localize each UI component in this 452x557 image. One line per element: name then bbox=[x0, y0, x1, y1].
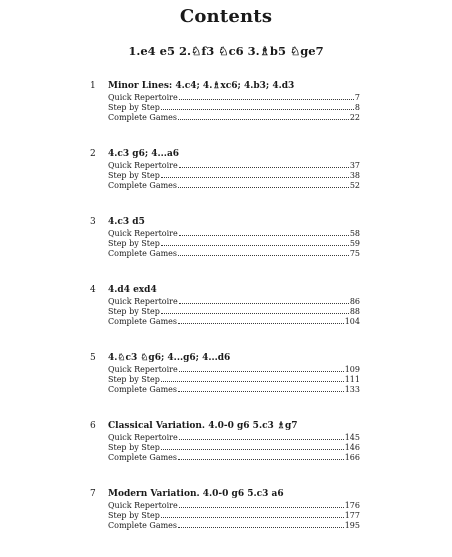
chapter-number: 5 bbox=[90, 353, 96, 363]
entry-page-number: 37 bbox=[349, 161, 360, 170]
chapter-heading: 4.♘c3 ♘g6; 4...g6; 4...d6 bbox=[108, 353, 231, 363]
toc-entry bbox=[108, 161, 360, 171]
entry-label: Step by Step bbox=[108, 443, 160, 452]
entry-label: Quick Repertoire bbox=[108, 229, 178, 238]
chapter-entries bbox=[108, 433, 360, 463]
dot-leader bbox=[178, 391, 344, 392]
dot-leader bbox=[179, 99, 354, 100]
chapter-number: 3 bbox=[90, 217, 96, 227]
dot-leader bbox=[179, 439, 344, 440]
chapter-entries bbox=[108, 229, 360, 259]
chapter-5 bbox=[0, 353, 452, 421]
dot-leader bbox=[178, 187, 349, 188]
entry-label: Quick Repertoire bbox=[108, 365, 178, 374]
chapter-heading: Minor Lines: 4.c4; 4.♗xc6; 4.b3; 4.d3 bbox=[108, 81, 295, 91]
dot-leader bbox=[179, 303, 349, 304]
entry-page-number: 111 bbox=[344, 375, 360, 384]
entry-label: Complete Games bbox=[108, 521, 178, 530]
entry-label: Quick Repertoire bbox=[108, 433, 178, 442]
chapter-heading: Classical Variation. 4.0-0 g6 5.c3 ♗g7 bbox=[108, 421, 298, 431]
chapter-2 bbox=[0, 149, 452, 217]
entry-page-number: 176 bbox=[344, 501, 360, 510]
entry-page-number: 166 bbox=[344, 453, 360, 462]
toc-entry bbox=[108, 433, 360, 443]
chapter-4 bbox=[0, 285, 452, 353]
dot-leader bbox=[161, 381, 344, 382]
entry-page-number: 104 bbox=[344, 317, 360, 326]
chapter-entries bbox=[108, 297, 360, 327]
entry-label: Complete Games bbox=[108, 317, 178, 326]
chapter-number: 2 bbox=[90, 149, 96, 159]
toc-entry bbox=[108, 229, 360, 239]
dot-leader bbox=[161, 517, 344, 518]
entry-page-number: 52 bbox=[349, 181, 360, 190]
entry-page-number: 75 bbox=[349, 249, 360, 258]
page-title: Contents bbox=[179, 6, 273, 27]
dot-leader bbox=[161, 313, 349, 314]
toc-entry bbox=[108, 171, 360, 181]
dot-leader bbox=[161, 449, 344, 450]
toc-entry bbox=[108, 453, 360, 463]
chapter-entries bbox=[108, 161, 360, 191]
entry-label: Quick Repertoire bbox=[108, 297, 178, 306]
entry-label: Complete Games bbox=[108, 181, 178, 190]
dot-leader bbox=[179, 371, 344, 372]
chapter-entries bbox=[108, 501, 360, 531]
toc-entry bbox=[108, 375, 360, 385]
toc-entry bbox=[108, 521, 360, 531]
entry-page-number: 195 bbox=[344, 521, 360, 530]
chapter-number: 1 bbox=[90, 81, 96, 91]
chapter-entries bbox=[108, 365, 360, 395]
entry-page-number: 133 bbox=[344, 385, 360, 394]
chapter-7 bbox=[0, 489, 452, 557]
toc-entry bbox=[108, 385, 360, 395]
chapter-number: 4 bbox=[90, 285, 96, 295]
chapter-entries bbox=[108, 93, 360, 123]
entry-page-number: 88 bbox=[349, 307, 360, 316]
entry-label: Step by Step bbox=[108, 239, 160, 248]
toc-entry bbox=[108, 239, 360, 249]
toc-entry bbox=[108, 501, 360, 511]
dot-leader bbox=[178, 459, 344, 460]
dot-leader bbox=[179, 235, 349, 236]
dot-leader bbox=[179, 167, 349, 168]
entry-page-number: 86 bbox=[349, 297, 360, 306]
opening-subtitle: 1.e4 e5 2.♘f3 ♘c6 3.♗b5 ♘ge7 bbox=[128, 44, 324, 58]
chapter-list bbox=[0, 81, 452, 557]
entry-label: Quick Repertoire bbox=[108, 501, 178, 510]
toc-entry bbox=[108, 249, 360, 259]
toc-entry bbox=[108, 103, 360, 113]
dot-leader bbox=[161, 245, 349, 246]
dot-leader bbox=[178, 323, 344, 324]
entry-label: Complete Games bbox=[108, 113, 178, 122]
toc-entry bbox=[108, 307, 360, 317]
entry-page-number: 146 bbox=[344, 443, 360, 452]
entry-page-number: 109 bbox=[344, 365, 360, 374]
dot-leader bbox=[178, 119, 349, 120]
chapter-1 bbox=[0, 81, 452, 149]
toc-entry bbox=[108, 365, 360, 375]
entry-label: Step by Step bbox=[108, 171, 160, 180]
chapter-6 bbox=[0, 421, 452, 489]
dot-leader bbox=[161, 177, 349, 178]
toc-entry bbox=[108, 93, 360, 103]
chapter-heading: Modern Variation. 4.0-0 g6 5.c3 a6 bbox=[108, 489, 284, 499]
dot-leader bbox=[179, 507, 344, 508]
entry-label: Step by Step bbox=[108, 307, 160, 316]
dot-leader bbox=[178, 527, 344, 528]
chapter-heading: 4.d4 exd4 bbox=[108, 285, 157, 295]
toc-entry bbox=[108, 113, 360, 123]
entry-page-number: 8 bbox=[354, 103, 360, 112]
chapter-heading: 4.c3 g6; 4...a6 bbox=[108, 149, 180, 159]
entry-page-number: 22 bbox=[349, 113, 360, 122]
entry-page-number: 7 bbox=[354, 93, 360, 102]
entry-label: Quick Repertoire bbox=[108, 161, 178, 170]
chapter-heading: 4.c3 d5 bbox=[108, 217, 145, 227]
toc-entry bbox=[108, 181, 360, 191]
dot-leader bbox=[178, 255, 349, 256]
entry-label: Step by Step bbox=[108, 511, 160, 520]
entry-page-number: 177 bbox=[344, 511, 360, 520]
toc-entry bbox=[108, 297, 360, 307]
dot-leader bbox=[161, 109, 354, 110]
chapter-number: 6 bbox=[90, 421, 96, 431]
toc-entry bbox=[108, 511, 360, 521]
entry-page-number: 58 bbox=[349, 229, 360, 238]
entry-label: Step by Step bbox=[108, 103, 160, 112]
toc-entry bbox=[108, 317, 360, 327]
entry-label: Complete Games bbox=[108, 249, 178, 258]
entry-page-number: 145 bbox=[344, 433, 360, 442]
entry-label: Quick Repertoire bbox=[108, 93, 178, 102]
entry-label: Complete Games bbox=[108, 385, 178, 394]
chapter-number: 7 bbox=[90, 489, 96, 499]
entry-label: Step by Step bbox=[108, 375, 160, 384]
entry-page-number: 38 bbox=[349, 171, 360, 180]
entry-page-number: 59 bbox=[349, 239, 360, 248]
entry-label: Complete Games bbox=[108, 453, 178, 462]
chapter-3 bbox=[0, 217, 452, 285]
